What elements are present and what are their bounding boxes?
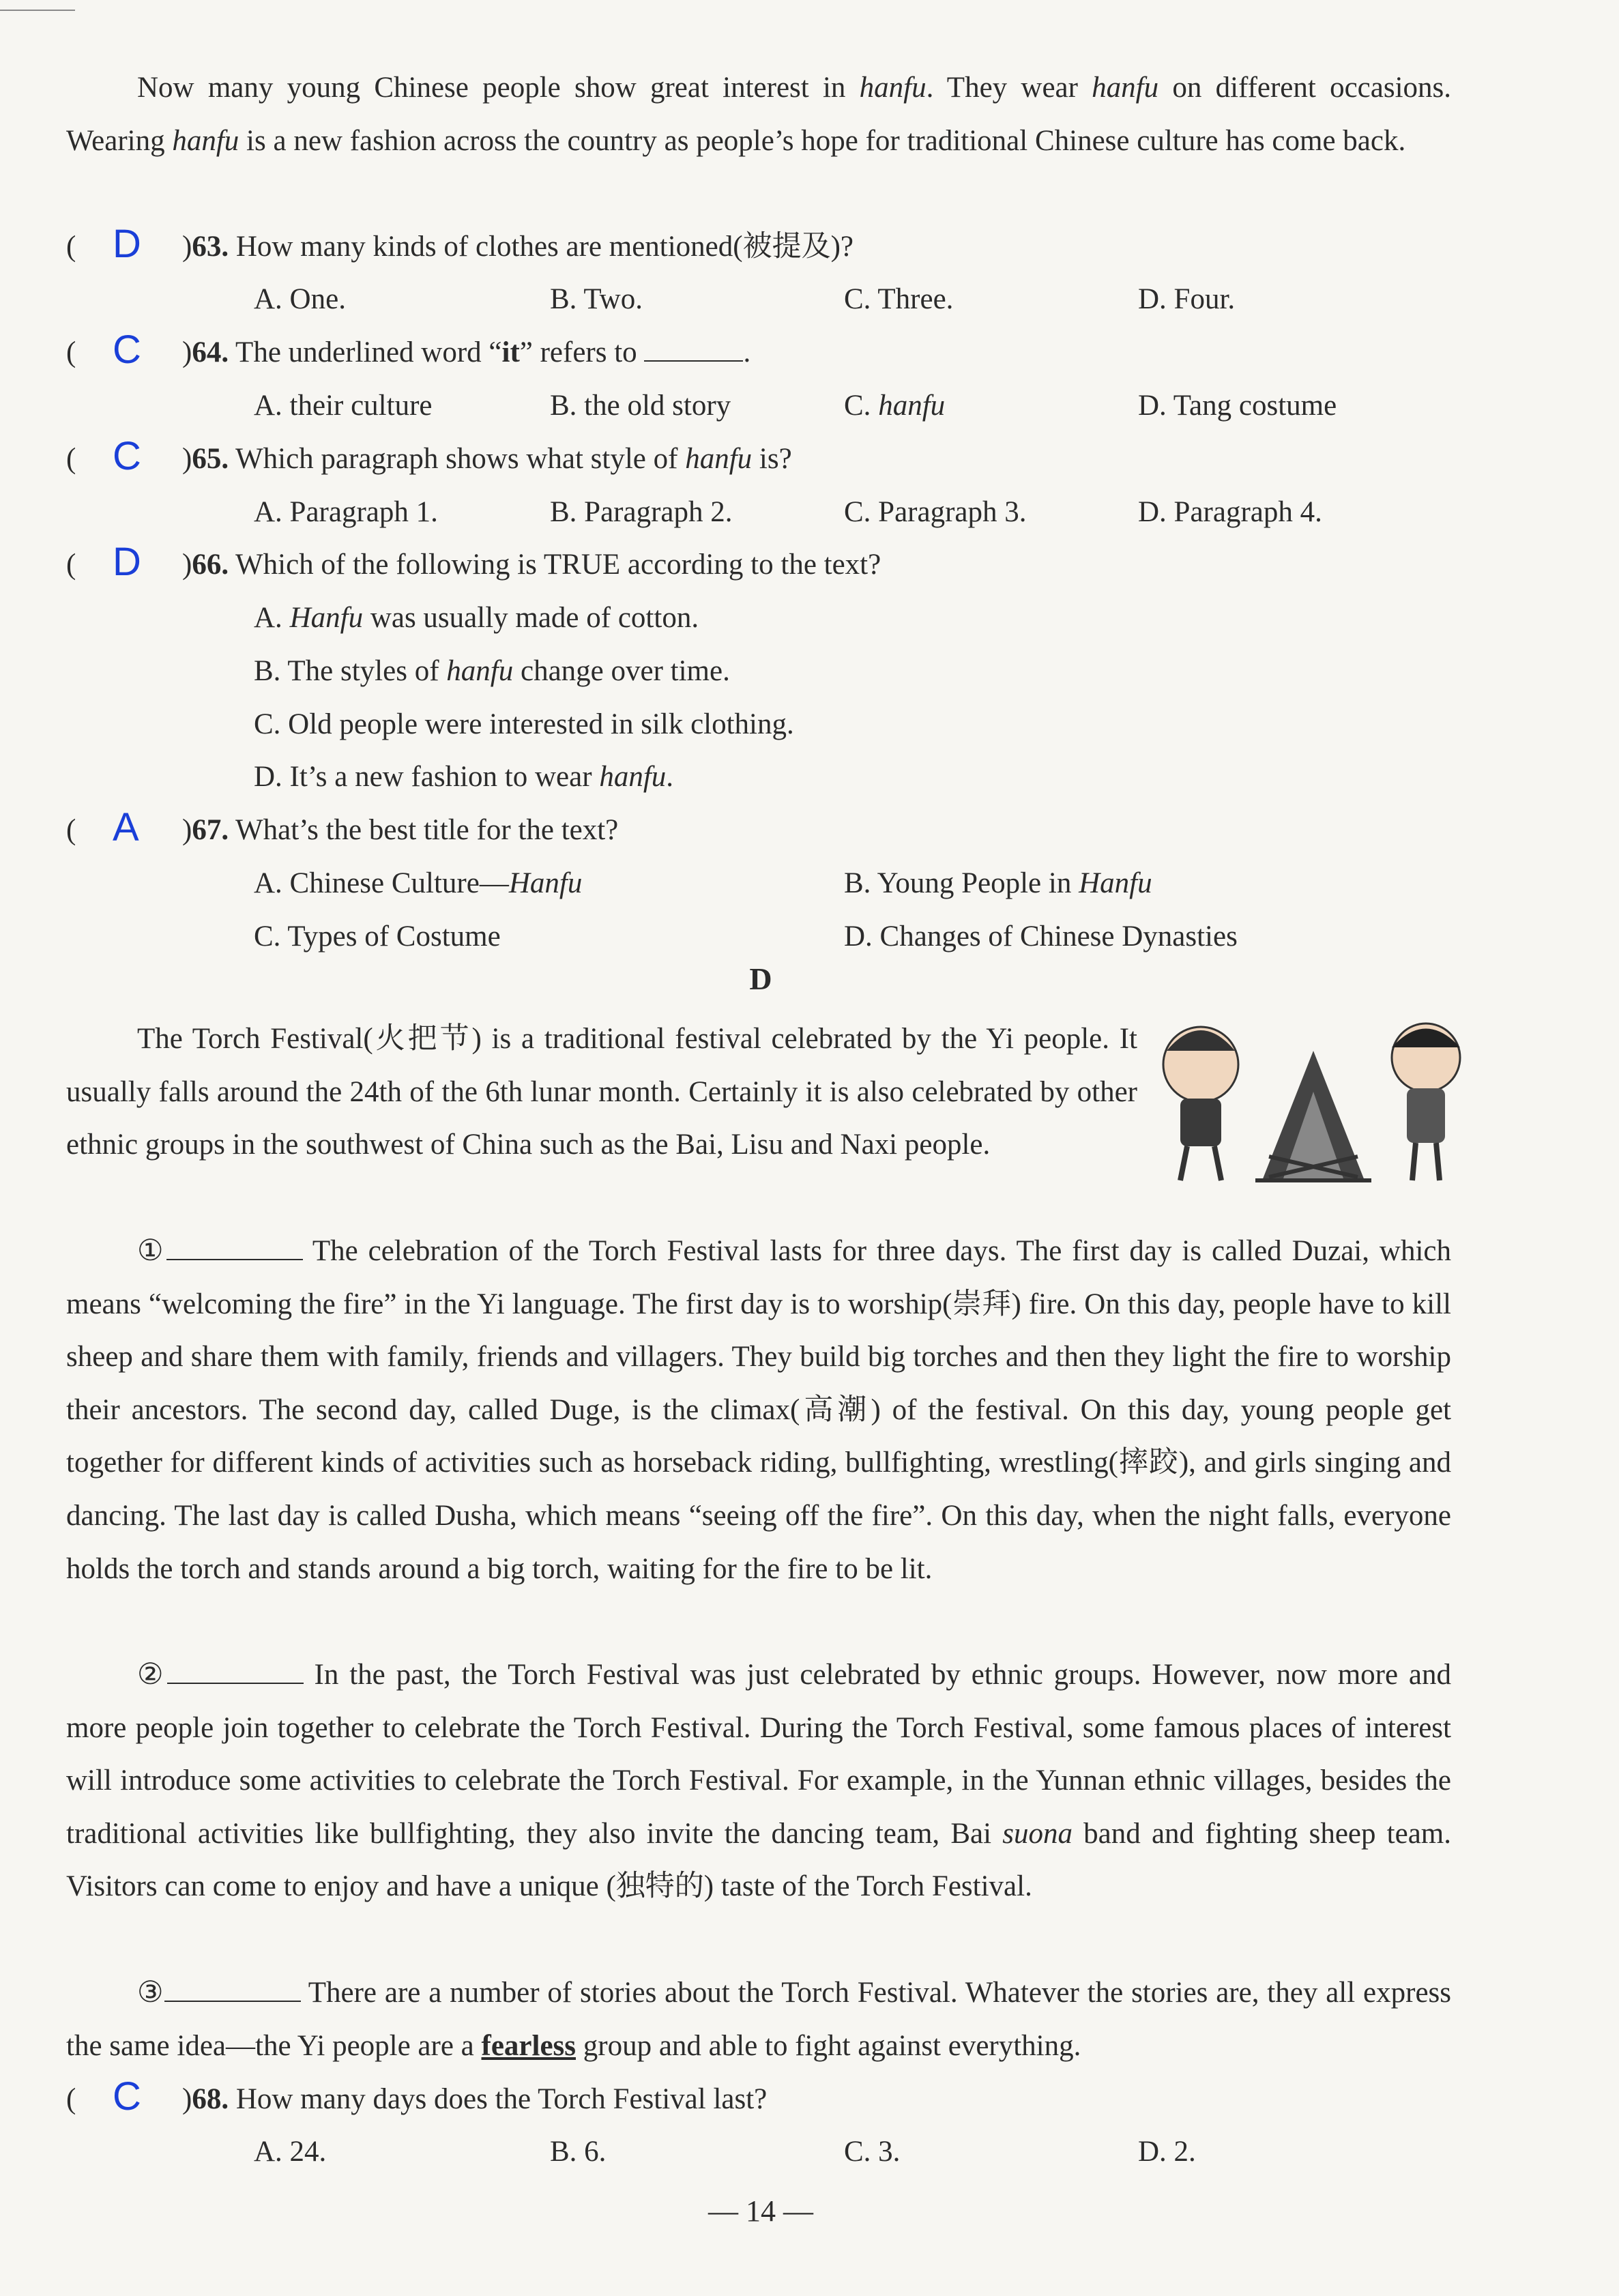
boy-left-icon: [1163, 1027, 1238, 1180]
page-number: — 14 —: [708, 2194, 813, 2228]
answer-66: D: [113, 540, 141, 584]
answer-blank: [644, 337, 743, 362]
option-67-d: D. Changes of Chinese Dynasties: [844, 920, 1238, 953]
option-63-a: A. One.: [254, 283, 346, 315]
passage-d-paragraph-4: ③ There are a number of stories about the Torch Festival. Whatever the stories are, they all express the same idea—the Yi people are a fearless group and able to fight against everything.: [66, 1977, 1451, 2062]
answer-64: C: [113, 328, 141, 372]
page: Now many young Chinese people show great interest in hanfu. They wear hanfu on different occasions. Wearing hanfu is a new fashion across the country as people’s hope for traditional Chinese culture has come back. ( D )63. How many kinds of clothes are mentioned(被提及)? A. One. B. Two. C. Three. D. Four. ( C )64. The underlined word “it” refers to . A. their culture B. the old story C. hanfu D. Tang costume ( C )65. Which paragraph shows what style of hanfu is? A. Paragraph 1. B. Paragraph 2. C. Paragraph 3. D. Paragraph 4. ( D )66. Which of the following is TRUE according to the text? A. Hanfu was usually made of cotton. B. The styles of hanfu change over time. C. Old people were interested in silk clothing. D. It’s a new fashion to wear hanfu. ( A )67. What’s the best title for the text? A. Chinese Culture—Hanfu B. Young People in Hanfu C. Types of Costume D. Changes of Chinese Dynasties D The Torch Festival(火把节) is a traditional festival celebrated by the Yi people. It usually falls around the 24th of the 6th lunar month. Certainly it is also celebrated by other ethnic groups in the southwest of China such as the Bai, Lisu and Naxi people. ① The celebration of the Torch Festival lasts for three days. The first day is called Duzai, which means “welcoming the fire” in the Yi language. The first day is to worship(崇拜) fire. On this day, people have to kill sheep and share them with family, friends and villagers. They build big torches and then they light the fire to worship their ancestors. The second day, called Duge, is the climax(高潮) of the festival. On this day, young people get together for different kinds of activities such as horseback riding, bullfighting, wrestling(摔跤), and girls singing and dancing. The last day is called Dusha, which means “seeing off the fire”. On this day, when the night falls, everyone holds the torch and stands around a big torch, waiting for the fire to be lit. ② In the past, the Torch Festival was just celebrated by ethnic groups. However, now more and more people join together to celebrate the Torch Festival. During the Torch Festival, some famous places of interest will introduce some activities to celebrate the Torch Festival. For example, in the Yunnan ethnic villages, besides the traditional activities like bullfighting, they also invite the dancing team, Bai suona band and fighting sheep team. Visitors can come to enjoy and have a unique (独特的) taste of the Torch Festival. ③ There are a number of stories about the Torch Festival. Whatever the stories are, they all express the same idea—the Yi people are a fearless group and able to fight against everything. ( C )68. How many days does the Torch Festival last? A. 24. B. 6. C. 3. D. 2. — 14 —: [0, 0, 1619, 2296]
passage-d-paragraph-2: ① The celebration of the Torch Festival lasts for three days. The first day is called Duzai, which means “welcoming the fire” in the Yi language. The first day is to worship(崇拜) fire. On this day, people have to kill sheep and share them with family, friends and villagers. They build big torches and then they light the fire to worship their ancestors. The second day, called Duge, is the climax(高潮) of the festival. On this day, young people get together for different kinds of activities such as horseback riding, bullfighting, wrestling(摔跤), and girls singing and dancing. The last day is called Dusha, which means “seeing off the fire”. On this day, when the night falls, everyone holds the torch and stands around a big torch, waiting for the fire to be lit.: [66, 1235, 1451, 1585]
option-67-c: C. Types of Costume: [254, 920, 501, 953]
option-65-b: B. Paragraph 2.: [550, 496, 733, 528]
option-64-d: D. Tang costume: [1138, 390, 1337, 422]
option-68-d: D. 2.: [1138, 2136, 1196, 2168]
option-64-c: C. hanfu: [844, 390, 946, 422]
passage-d-paragraph-3: ② In the past, the Torch Festival was just celebrated by ethnic groups. However, now more and more people join together to celebrate the Torch Festival. During the Torch Festival, some famous places of interest will introduce some activities to celebrate the Torch Festival. For example, in the Yunnan ethnic villages, besides the traditional activities like bullfighting, they also invite the dancing team, Bai suona band and fighting sheep team. Visitors can come to enjoy and have a unique (独特的) taste of the Torch Festival.: [66, 1659, 1451, 1903]
boy-right-icon: [1392, 1023, 1460, 1180]
intro-paragraph: Now many young Chinese people show great interest in hanfu. They wear hanfu on different occasions. Wearing hanfu is a new fashion across the country as people’s hope for traditional Chinese culture has come back.: [66, 72, 1451, 157]
option-67-a: A. Chinese Culture—Hanfu: [254, 867, 583, 899]
option-68-c: C. 3.: [844, 2136, 901, 2168]
section-title: D: [749, 961, 772, 996]
option-66-a: A. Hanfu was usually made of cotton.: [254, 602, 699, 634]
blank-1: [166, 1236, 303, 1260]
option-63-d: D. Four.: [1138, 283, 1236, 315]
answer-63: D: [113, 222, 141, 266]
answer-67: A: [113, 805, 139, 849]
blank-2: [167, 1659, 304, 1684]
option-67-b: B. Young People in Hanfu: [844, 867, 1152, 899]
answer-65: C: [113, 434, 141, 478]
option-63-c: C. Three.: [844, 283, 954, 315]
option-64-b: B. the old story: [550, 390, 731, 422]
option-65-a: A. Paragraph 1.: [254, 496, 438, 528]
option-63-b: B. Two.: [550, 283, 643, 315]
option-68-b: B. 6.: [550, 2136, 607, 2168]
bonfire-icon: [1255, 1051, 1371, 1180]
top-rule: [0, 10, 75, 11]
option-65-d: D. Paragraph 4.: [1138, 496, 1322, 528]
option-65-c: C. Paragraph 3.: [844, 496, 1027, 528]
passage-d-paragraph-1: The Torch Festival(火把节) is a traditional festival celebrated by the Yi people. It usually falls around the 24th of the 6th lunar month. Certainly it is also celebrated by other ethnic groups in the southwest of China such as the Bai, Lisu and Naxi people.: [66, 1023, 1137, 1161]
blank-3: [164, 1977, 301, 2002]
torch-festival-illustration: [1153, 1010, 1474, 1187]
option-64-a: A. their culture: [254, 390, 433, 422]
answer-68: C: [113, 2074, 141, 2119]
option-66-d: D. It’s a new fashion to wear hanfu.: [254, 761, 674, 793]
option-66-c: C. Old people were interested in silk clothing.: [254, 708, 794, 740]
option-68-a: A. 24.: [254, 2136, 327, 2168]
option-66-b: B. The styles of hanfu change over time.: [254, 655, 730, 687]
